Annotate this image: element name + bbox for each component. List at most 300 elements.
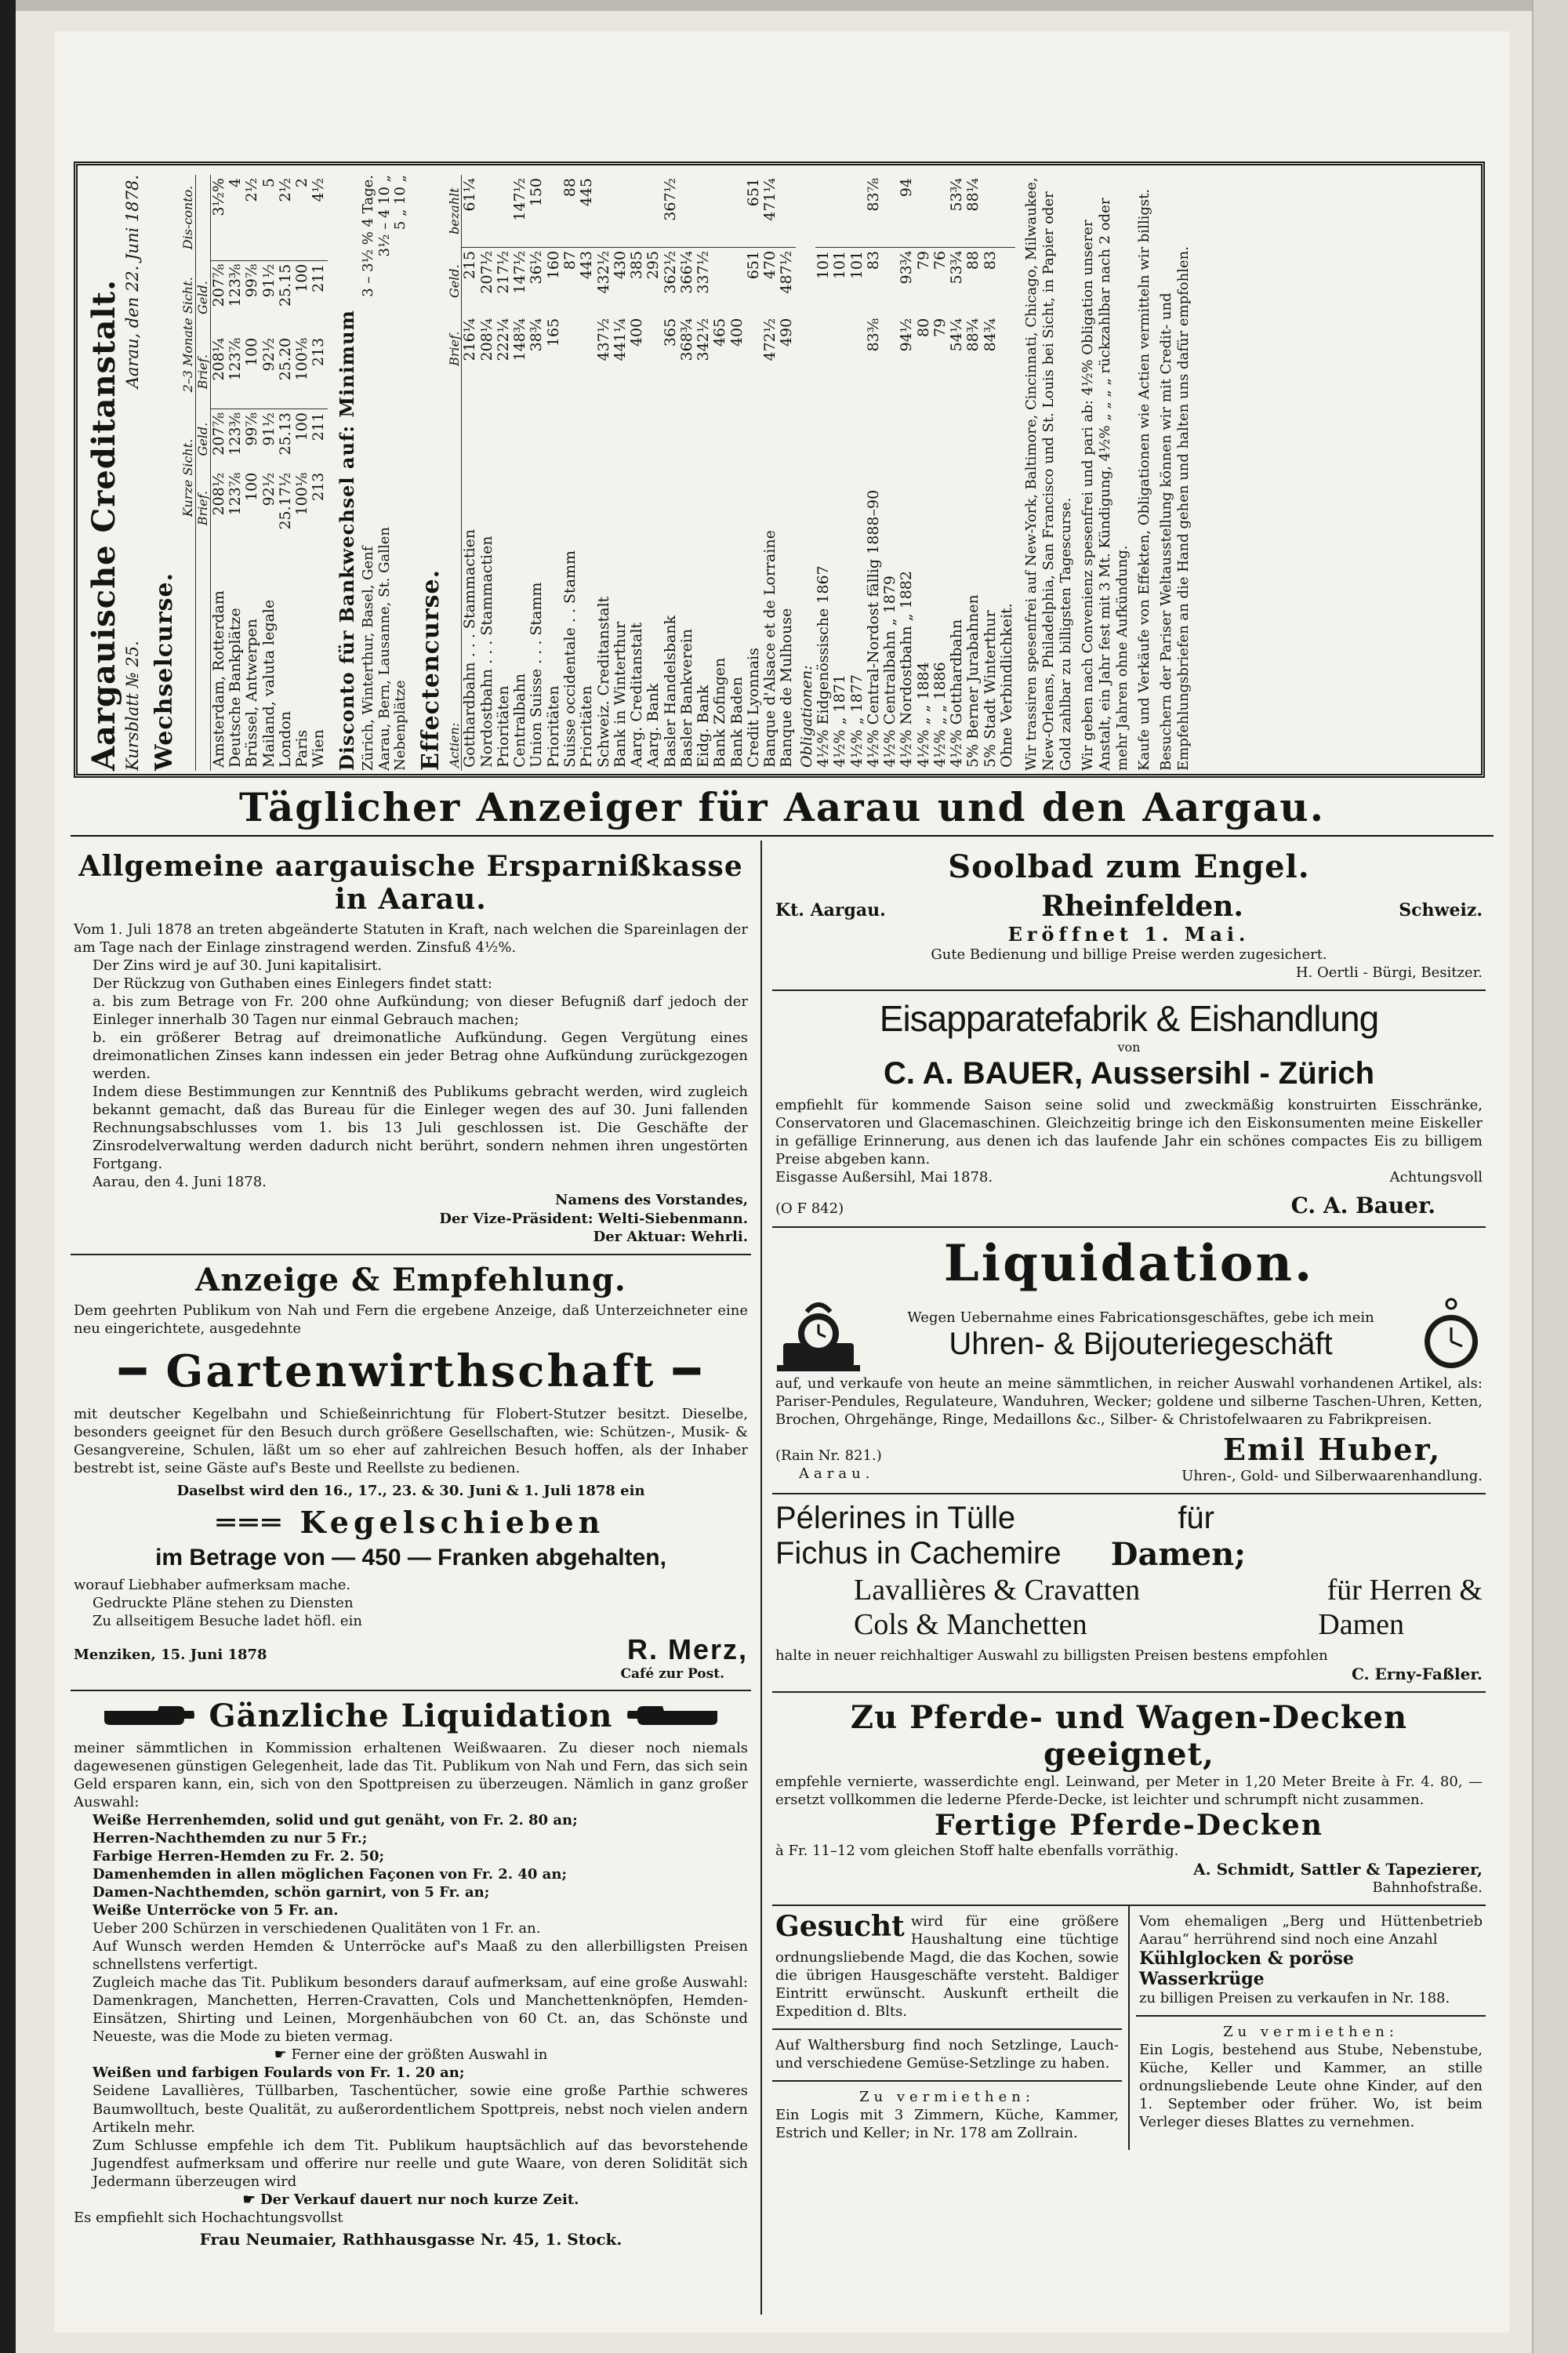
rates-notes xyxy=(1023,175,1192,771)
soolbad-kt: Kt. Aargau. xyxy=(775,900,886,921)
garten-betrag: im Betrage von — 450 — Franken abgehalten, xyxy=(155,1544,666,1570)
disconto-rate: 3 – 3½ % xyxy=(360,231,377,297)
wechsel-mon-geld: 207⅞ xyxy=(210,260,227,335)
oblig-row xyxy=(882,175,898,771)
oblig-row-brief xyxy=(849,315,866,383)
pelerines-text: halte in neuer reichhaltiger Auswahl zu billigsten Preisen bestens empfohlen xyxy=(775,1647,1328,1664)
wechsel-kurz-brief: 208½ xyxy=(209,472,227,516)
oblig-row-name: 5% Berner Jurabahnen xyxy=(964,594,982,768)
effecten-row-bezahlt xyxy=(612,175,629,247)
garten-sig-sub: Café zur Post. xyxy=(620,1665,724,1682)
effecten-row-geld: 217½ xyxy=(495,247,512,314)
vermieten-left-title: Zu vermiethen: xyxy=(859,2089,1035,2106)
effecten-row xyxy=(712,175,728,771)
effecten-row-name: Bank Baden xyxy=(728,676,746,768)
oblig-row-bezahlt xyxy=(982,175,999,247)
neumaier-line: Auf Wunsch werden Hemden & Unterröcke auf's Maaß zu den allerbilligsten Preisen schnellstens verfertigt. xyxy=(93,1938,748,1974)
effecten-row-name: Prioritäten xyxy=(494,685,512,768)
ersparnis-line: a. bis zum Betrage von Fr. 200 ohne Aufkündung; von dieser Befugniß darf jedoch der Einleger innerhalb 30 Tagen nur einmal Gebrauch machen; xyxy=(93,993,748,1029)
pelerines-l3a: Lavallières & Cravatten xyxy=(854,1573,1141,1607)
pelerines-line-4 xyxy=(775,1607,1483,1642)
oblig-row-geld: 88 xyxy=(965,247,982,314)
pferde-text: empfehle vernierte, wasserdichte engl. Leinwand, per Meter in 1,20 Meter Breite à Fr. 4. 80, — ersetzt vollkommen die lederne Pferde-Decke, ist leichter und schrumpft nicht zusammen. xyxy=(775,1773,1483,1808)
effecten-row xyxy=(645,175,662,771)
ad-eisfabrik xyxy=(772,991,1486,1228)
neumaier-line: Damen-Nachthemden, schön garnirt, von 5 Fr. an; xyxy=(93,1884,490,1901)
wechsel-row xyxy=(310,175,327,771)
rates-note: Wir trassiren spesenfrei auf New-York, Baltimore, Cincinnati, Chicago, Milwaukee, New-Orleans, Philadelphia, San Francisco und St. Louis bei Sicht, in Papier oder Gold zahlbar zu billigsten Tagescurse. xyxy=(1023,177,1075,771)
effecten-row-name: Prioritäten xyxy=(544,685,562,768)
effecten-row-bezahlt: 471¼ xyxy=(761,178,779,221)
wechsel-rows xyxy=(210,175,327,771)
disconto-row xyxy=(377,175,393,771)
effecten-row-name: Aarg. Creditanstalt xyxy=(628,622,646,768)
oblig-row xyxy=(932,175,949,771)
wechsel-kurz-brief: 123⅞ xyxy=(226,472,244,516)
garten-besuche: Zu allseitigem Besuche ladet höfl. ein xyxy=(93,1612,362,1629)
wechsel-place: Deutsche Bankplätze xyxy=(226,608,244,768)
effecten-row-geld: 443 xyxy=(579,247,595,314)
oblig-row-bezahlt: 88¼ xyxy=(964,178,982,212)
pelerines-line-2 xyxy=(775,1536,1246,1573)
wechsel-kurz-geld: 100 xyxy=(294,409,310,470)
eis-date-row xyxy=(775,1168,1483,1186)
huber-sig: Emil Huber, xyxy=(1223,1431,1442,1467)
oblig-row xyxy=(965,175,982,771)
effecten-row-brief xyxy=(562,315,579,383)
oblig-row-bezahlt xyxy=(849,175,866,247)
wechsel-col-kurze: Kurze Sicht. xyxy=(181,409,195,547)
disconto-place: Nebenplätze xyxy=(391,680,408,771)
pelerines-sig: C. Erny-Faßler. xyxy=(1352,1664,1483,1683)
exchange-rates-box xyxy=(74,162,1485,778)
effecten-row-geld: 215 xyxy=(462,247,479,314)
effecten-row-brief: 365 xyxy=(661,318,679,347)
effecten-row xyxy=(612,175,629,771)
effecten-row-bezahlt xyxy=(629,175,645,247)
effecten-row-brief: 472½ xyxy=(761,318,779,361)
effecten-row-name: Suisse occidentale . . Stamm xyxy=(561,550,579,768)
effecten-row xyxy=(762,175,779,771)
ersparnis-line: Der Zins wird je auf 30. Juni kapitalisirt. xyxy=(93,957,383,975)
wechsel-row xyxy=(278,175,294,771)
garten-plaene: Gedruckte Pläne stehen zu Diensten xyxy=(93,1594,354,1611)
neumaier-line: Farbige Herren-Hemden zu Fr. 2. 50; xyxy=(93,1848,385,1865)
oblig-row-geld: 101 xyxy=(849,247,866,314)
oblig-row-name: 4½% „ 1871 xyxy=(831,674,849,768)
small-ads-right xyxy=(1130,1906,1486,2150)
wechsel-kurz-geld: 207⅞ xyxy=(210,409,227,470)
column-divider xyxy=(760,841,762,2315)
oblig-row-name: 4½% Eidgenössische 1867 xyxy=(815,565,832,768)
gesucht-word: Gesucht xyxy=(775,1909,905,1943)
effecten-row-brief: 368¾ xyxy=(677,318,695,361)
effecten-row xyxy=(562,175,579,771)
wechsel-mon-brief: 92½ xyxy=(260,337,278,372)
huber-signature xyxy=(1181,1432,1483,1485)
ad-liquidation-neumaier xyxy=(71,1691,751,2257)
dash-right: ━ xyxy=(655,1345,702,1397)
effecten-row-geld: 385 xyxy=(629,247,645,314)
oblig-row-geld: 101 xyxy=(832,247,848,314)
kursblatt-number: Kursblatt № 25. xyxy=(122,641,142,771)
small-ads-grid xyxy=(772,1906,1486,2150)
disconto-rate: 5 „ xyxy=(391,209,408,231)
garten-signature-row xyxy=(74,1633,748,1666)
wechsel-place: Wien xyxy=(310,729,328,768)
effecten-col-geld: Geld. xyxy=(448,247,462,314)
pferde-headline: Fertige Pferde-Decken xyxy=(935,1808,1323,1842)
wechsel-disconto: 2 xyxy=(293,178,311,188)
effecten-row-brief xyxy=(645,315,662,383)
oblig-row-geld: 76 xyxy=(932,247,949,314)
effecten-row-name: Schweiz. Creditanstalt xyxy=(594,596,612,768)
effecten-row xyxy=(462,175,479,771)
ad-ersparniskasse xyxy=(71,847,751,1255)
effecten-row-bezahlt xyxy=(695,175,712,247)
eis-firm: C. A. BAUER, Aussersihl - Zürich xyxy=(883,1055,1374,1091)
oblig-row-bezahlt xyxy=(932,175,949,247)
dash-left: ━ xyxy=(119,1345,166,1397)
wechsel-table xyxy=(181,175,328,771)
oblig-row-brief: 54¼ xyxy=(948,318,966,352)
oblig-row xyxy=(849,175,866,771)
garten-title: Anzeige & Empfehlung. xyxy=(195,1261,626,1298)
effecten-row xyxy=(512,175,528,771)
effecten-row-brief: 342½ xyxy=(695,318,713,361)
eis-date: Eisgasse Außersihl, Mai 1878. xyxy=(775,1168,993,1186)
soolbad-title: Soolbad zum Engel. xyxy=(948,848,1310,885)
oblig-row-brief: 80 xyxy=(914,318,932,338)
soolbad-country: Schweiz. xyxy=(1399,900,1483,921)
wechsel-mon-geld: 91½ xyxy=(261,260,278,335)
wechsel-kurz-brief: 100⅛ xyxy=(293,472,311,516)
ersparnis-line: Der Rückzug von Guthaben eines Einlegers findet statt: xyxy=(93,975,492,993)
oblig-row-brief: 83⅜ xyxy=(864,318,882,352)
effecten-row xyxy=(679,175,695,771)
oblig-row-geld: 83 xyxy=(866,247,882,314)
effecten-row-brief xyxy=(579,315,595,383)
effecten-row-brief: 222¼ xyxy=(494,318,512,361)
effecten-row-geld xyxy=(729,247,746,314)
effecten-table xyxy=(448,175,1016,771)
neumaier-line xyxy=(74,2191,748,2209)
gesucht-block xyxy=(775,1909,1119,2021)
oblig-row-name: 4½% Central-Nordost fällig 1888–90 xyxy=(864,489,882,768)
effecten-row xyxy=(528,175,545,771)
oblig-row-geld: 101 xyxy=(815,247,832,314)
wechsel-disconto: 5 xyxy=(260,178,278,188)
oblig-row-brief xyxy=(882,315,898,383)
garten-dates: Daselbst wird den 16., 17., 23. & 30. Juni & 1. Juli 1878 ein xyxy=(176,1482,645,1499)
effecten-row-bezahlt: 651 xyxy=(744,178,762,207)
garten-intro: Dem geehrten Publikum von Nah und Fern die ergebene Anzeige, daß Unterzeichneter eine neu eingerichtete, ausgedehnte xyxy=(74,1302,748,1337)
pelerines-l2a: Fichus in Cachemire xyxy=(775,1535,1062,1570)
ad-pelerines xyxy=(772,1494,1486,1693)
wechsel-disconto: 2½ xyxy=(243,178,261,202)
oblig-row xyxy=(832,175,848,771)
effecten-row-name: Basler Bankverein xyxy=(677,628,695,768)
wechsel-subhead-empty xyxy=(195,546,210,771)
effecten-row-name: Nordostbahn . . . Stammactien xyxy=(477,536,495,768)
wechsel-kurz-brief: 92½ xyxy=(260,472,278,507)
wechsel-mon-geld: 211 xyxy=(310,260,327,335)
rates-note: Besuchern der Pariser Weltausstellung können wir mit Credit- und Empfehlungsbriefen an die Hand gehen und halten uns dafür empfohlen. xyxy=(1157,246,1192,771)
neumaier-line: Ueber 200 Schürzen in verschiedenen Qualitäten von 1 Fr. an. xyxy=(93,1920,541,1937)
oblig-row-bezahlt xyxy=(882,175,898,247)
oblig-row-name: 4½% „ „ 1886 xyxy=(931,662,949,768)
oblig-row xyxy=(898,175,915,771)
huber-title: Liquidation. xyxy=(943,1233,1315,1293)
disconto-min: 4 Tage. xyxy=(360,175,377,227)
masthead: Täglicher Anzeiger für Aarau und den Aargau. xyxy=(71,784,1494,837)
effecten-row-brief: 148¾ xyxy=(511,318,529,361)
effecten-row-geld: 36½ xyxy=(528,247,545,314)
effecten-row-geld: 147½ xyxy=(512,247,528,314)
soolbad-town: Rheinfelden. xyxy=(1041,890,1243,923)
wechsel-row xyxy=(244,175,260,771)
kuehl-headline: Kühlglocken & poröse Wasserkrüge xyxy=(1139,1948,1354,1990)
pferde-sub: à Fr. 11–12 vom gleichen Stoff halte ebenfalls vorräthig. xyxy=(775,1842,1179,1859)
effecten-rows xyxy=(462,175,796,771)
wechsel-sub-brief-2: Brief. xyxy=(195,335,210,409)
effecten-row-name: Centralbahn xyxy=(511,673,529,768)
disconto-row xyxy=(361,175,376,771)
oblig-row-geld: 83 xyxy=(982,247,999,314)
garten-kegel xyxy=(74,1505,748,1540)
effecten-col-brief: Brief. xyxy=(448,315,462,383)
wechsel-row xyxy=(210,175,227,771)
oblig-row-brief xyxy=(832,315,848,383)
scan-edge-left xyxy=(0,0,16,2353)
effecten-row xyxy=(629,175,645,771)
effecten-row-geld: 470 xyxy=(762,247,779,314)
effecten-row-bezahlt: 445 xyxy=(578,178,596,207)
effecten-row-brief: 38¾ xyxy=(528,318,546,352)
huber-place: Aarau. xyxy=(799,1465,875,1482)
oblig-row-bezahlt xyxy=(815,175,832,247)
effecten-row-name: Prioritäten xyxy=(578,685,596,768)
wechsel-disconto: 3½% xyxy=(209,178,227,216)
huber-intro: Wegen Uebernahme eines Fabricationsgeschäftes, gebe ich mein xyxy=(907,1309,1374,1326)
oblig-row-bezahlt: 53¾ xyxy=(948,178,966,212)
ersparnis-body xyxy=(74,921,748,1246)
effecten-row-geld: 430 xyxy=(612,247,629,314)
neumaier-line: Weiße Unterröcke von 5 Fr. an. xyxy=(93,1902,339,1919)
disconto-values xyxy=(377,175,393,256)
effecten-row-geld: 160 xyxy=(546,247,562,314)
effecten-row-name: Bank Zofingen xyxy=(711,657,729,768)
effecten-row-brief: 400 xyxy=(628,318,646,347)
oblig-row-bezahlt xyxy=(916,175,932,247)
neumaier-line xyxy=(74,2046,748,2064)
effecten-row-name: Union Suisse . . . Stamm xyxy=(528,582,546,768)
garten-place-date: Menziken, 15. Juni 1878 xyxy=(74,1646,267,1663)
pointing-hand-icon: ☛ xyxy=(274,2046,292,2064)
pferde-sig: A. Schmidt, Sattler & Tapezierer, xyxy=(1193,1859,1483,1879)
oblig-row-geld: 79 xyxy=(916,247,932,314)
effecten-row xyxy=(729,175,746,771)
wechsel-kurz-geld: 211 xyxy=(310,409,327,470)
ersparnis-vize: Der Vize-Präsident: Welti-Siebenmann. xyxy=(439,1210,748,1227)
neumaier-title: Gänzliche Liquidation xyxy=(209,1697,613,1734)
oblig-row-bezahlt: 94 xyxy=(898,178,916,198)
eis-text: empfiehlt für kommende Saison seine solid und zweckmäßig konstruirten Eisschränke, Conservatoren und Glacemaschinen. Gleichzeitig bringe ich den Eiskonsumenten meine Eiskeller in gefällige Erinnerung, aus denen ich das laufende Jahr ein schönes compactes Eis zu billigem Preise abgeben kann. xyxy=(775,1096,1483,1167)
effecten-row-geld: 337½ xyxy=(695,247,712,314)
ersparnis-title: Allgemeine aargauische Ersparnißkasse in Aarau. xyxy=(78,850,743,916)
effecten-row-bezahlt xyxy=(495,175,512,247)
effecten-row-brief: 165 xyxy=(544,318,562,347)
vermieten-right-title: Zu vermiethen: xyxy=(1223,2024,1399,2041)
pelerines-l1a: Pélerines in Tülle xyxy=(775,1500,1016,1535)
gesucht-text: wird für eine größere Haushaltung eine tüchtige ordnungsliebende Magd, die das Kochen, sowie die übrigen Hausgeschäfte versteht. Baldiger Eintritt erwünscht. Auskunft ertheilt die Expedition d. Blts. xyxy=(775,1912,1119,2021)
eis-sig: C. A. Bauer. xyxy=(1290,1192,1436,1218)
newspaper-page xyxy=(55,31,1509,2333)
ersparnis-namens: Namens des Vorstandes, xyxy=(555,1192,748,1209)
effecten-row-bezahlt: 88 xyxy=(561,178,579,198)
wechsel-place: Paris xyxy=(293,729,311,768)
neumaier-line: Es empfiehlt sich Hochachtungsvollst xyxy=(74,2209,343,2226)
effecten-row-bezahlt: 150 xyxy=(528,178,546,207)
eis-achtung: Achtungsvoll xyxy=(1389,1168,1483,1186)
huber-text: auf, und verkaufe von heute an meine sämmtlichen, in reicher Auswahl vorhandenen Artikel, als: Pariser-Pendules, Regulateure, Wanduhren, Wecker; goldene und silberne Taschen-Uhren, Ketten, Brochen, Ohrgehänge, Ringe, Medaillons &c., Silber- & Christofelwaaren zu Fabrikpreisen. xyxy=(775,1374,1483,1428)
wechsel-place: Amsterdam, Rotterdam xyxy=(209,590,227,768)
kuehl-text2: zu billigen Preisen zu verkaufen in Nr. 188. xyxy=(1139,1990,1450,2007)
neumaier-title-row xyxy=(74,1698,748,1734)
ad-pferdedecken xyxy=(772,1693,1486,1906)
neumaier-sig: Frau Neumaier, Rathhausgasse Nr. 45, 1. Stock. xyxy=(199,2229,622,2249)
effecten-row-bezahlt: 147½ xyxy=(511,178,529,221)
wechsel-mon-brief: 100 xyxy=(243,337,261,367)
ad-kuehlglocken xyxy=(1136,1906,1486,2017)
wechsel-row xyxy=(227,175,244,771)
wechsel-kurz-brief: 25.17½ xyxy=(276,472,294,530)
huber-code: (Rain Nr. 821.) xyxy=(775,1447,882,1464)
rates-note: Wir geben nach Convenienz spesenfrei und pari ab: 4½% Obligation unserer Anstalt, ein Jahr fest mit 3 Mt. Kündigung, 4½% „ „ „ „ rückzahlbar nach 2 oder mehr Jahren ohne Aufkündung. xyxy=(1080,198,1131,771)
wechsel-place: London xyxy=(276,710,294,768)
wechsel-mon-geld: 100 xyxy=(294,260,310,335)
effecten-row xyxy=(479,175,495,771)
pelerines-l4b: Damen xyxy=(1318,1607,1404,1641)
oblig-row xyxy=(999,175,1015,771)
wechsel-mon-geld: 25.15 xyxy=(278,260,294,335)
effecten-row-brief xyxy=(746,315,762,383)
soolbad-place-row xyxy=(775,890,1483,923)
mantel-clock-icon xyxy=(775,1296,862,1374)
effecten-row-geld: 366¼ xyxy=(679,247,695,314)
kuehl-text1: Vom ehemaligen „Berg und Hüttenbetrieb Aarau“ herrührend sind noch eine Anzahl xyxy=(1139,1912,1483,1948)
rates-dateline: Aarau, den 22. Juni 1878. xyxy=(122,175,142,389)
disconto-place: Zürich, Winterthur, Basel, Genf xyxy=(360,546,377,771)
effecten-row-brief: 400 xyxy=(728,318,746,347)
effecten-heading: Effectencurse. xyxy=(416,568,445,771)
oblig-row-bezahlt xyxy=(832,175,848,247)
wechsel-col-place xyxy=(181,546,195,771)
effecten-row-name: Banque d'Alsace et de Lorraine xyxy=(761,530,779,768)
oblig-row-geld xyxy=(999,247,1015,314)
pelerines-l4a: Cols & Manchetten xyxy=(854,1607,1087,1641)
wechsel-sub-geld-2: Geld. xyxy=(195,260,210,335)
ersparnis-date: Aarau, den 4. Juni 1878. xyxy=(93,1174,267,1191)
effecten-row-geld xyxy=(712,247,728,314)
oblig-row xyxy=(866,175,882,771)
effecten-row xyxy=(695,175,712,771)
oblig-row xyxy=(916,175,932,771)
soolbad-sig: H. Oertli - Bürgi, Besitzer. xyxy=(1295,964,1483,982)
oblig-row-name: 5% Stadt Winterthur xyxy=(981,610,999,768)
ersparnis-line: Indem diese Bestimmungen zur Kenntniß des Publikums gebracht werden, wird zugleich bekannt gemacht, daß das Bureau für die Einleger wegen des auf 30. Juni fallenden Rechnungsabschlusses vom 1. bis 13 Juli geschlossen ist. Die Geschäfte der Zinsrodelverwaltung werden dadurch nicht berührt, sondern nehmen ihren ungestörten Fortgang. xyxy=(93,1084,748,1173)
effecten-row-name: Credit Lyonnais xyxy=(744,648,762,768)
effecten-row-bezahlt xyxy=(596,175,612,247)
wechsel-mon-geld: 123⅜ xyxy=(227,260,244,335)
oblig-label: Obligationen: xyxy=(797,665,815,768)
oblig-row-geld: 93¾ xyxy=(898,247,915,314)
oblig-rows xyxy=(815,175,1015,771)
neumaier-ferner: Ferner eine der größten Auswahl in xyxy=(291,2046,548,2064)
effecten-row xyxy=(596,175,612,771)
ad-liquidation-huber xyxy=(772,1228,1486,1494)
effecten-col-bezahlt: bezahlt xyxy=(448,175,462,247)
disconto-min: 10 „ xyxy=(391,175,408,205)
neumaier-line: Zum Schlusse empfehle ich dem Tit. Publikum hauptsächlich auf das bevorstehende Jugendfest aufmerksam und offerire nur reelle und gute Waare, von deren Solidität sich Jedermann überzeugen wird xyxy=(93,2137,748,2190)
neumaier-verkauf: Der Verkauf dauert nur noch kurze Zeit. xyxy=(260,2191,579,2208)
effecten-row-geld: 362½ xyxy=(662,247,679,314)
oblig-row-bezahlt xyxy=(999,175,1015,247)
wechsel-row xyxy=(261,175,278,771)
effecten-row xyxy=(495,175,512,771)
oblig-row-brief: 88¾ xyxy=(964,318,982,352)
effecten-row xyxy=(746,175,762,771)
effecten-row-name: Bank in Winterthur xyxy=(611,621,629,768)
wechsel-kurz-geld: 25.13 xyxy=(278,409,294,470)
small-ads-left xyxy=(772,1906,1128,2150)
oblig-row-name: 4½% Centralbahn „ 1879 xyxy=(881,576,899,768)
garten-headline xyxy=(74,1345,748,1397)
huber-left-info xyxy=(775,1447,882,1483)
wechsel-mon-brief: 25.20 xyxy=(276,337,294,381)
eis-code: (O F 842) xyxy=(775,1200,844,1217)
effecten-row-brief: 216¼ xyxy=(461,318,479,361)
huber-headline: Uhren- & Bijouteriegeschäft xyxy=(949,1326,1333,1361)
wechsel-mon-geld: 99⅞ xyxy=(244,260,260,335)
wechsel-col-disc: Dis-conto. xyxy=(181,175,195,260)
oblig-row-name: 4½% „ „ 1884 xyxy=(914,662,932,768)
wechsel-subhead-empty-2 xyxy=(195,175,210,260)
oblig-row-bezahlt: 83⅞ xyxy=(864,178,882,212)
wechsel-kurz-brief: 213 xyxy=(310,472,328,501)
effecten-row xyxy=(779,175,795,771)
neumaier-line: meiner sämmtlichen in Kommission erhaltenen Weißwaaren. Zu dieser noch niemals dagewesenen günstigen Gelegenheit, lade das Tit. Publikum von Nah und Fern, das sich sein Geld ersparen kann, ein, sich von den Spottpreisen zu überzeugen. Nämlich in ganz großer Auswahl: xyxy=(74,1739,748,1810)
pocket-watch-icon xyxy=(1420,1296,1483,1374)
effecten-row-name: Eidg. Bank xyxy=(695,684,713,768)
rates-subheader xyxy=(124,175,143,771)
wechsel-disconto: 4½ xyxy=(310,178,328,202)
pointing-hand-icon: ☛ xyxy=(242,2191,260,2208)
wechsel-place: Brüssel, Antwerpen xyxy=(243,618,261,768)
effecten-row-bezahlt xyxy=(779,175,795,247)
effecten-row-name: Banque de Mulhouse xyxy=(778,608,796,768)
garten-headline-text: Gartenwirthschaft xyxy=(165,1345,656,1397)
pelerines-line-3 xyxy=(775,1573,1483,1607)
ad-vermieten-right xyxy=(1136,2017,1486,2139)
pferde-sig-sub: Bahnhofstraße. xyxy=(1372,1879,1483,1896)
effecten-row-bezahlt xyxy=(645,175,662,247)
oblig-row-name: 4½% Nordostbahn „ 1882 xyxy=(898,571,916,768)
effecten-row-bezahlt xyxy=(479,175,495,247)
neumaier-line: Seidene Lavallières, Tüllbarben, Taschentücher, sowie eine große Parthie schweres Baumwolltuch, beste Qualität, zu außerordentlichem Spottpreis, nebst noch vielen andern Artikeln mehr. xyxy=(93,2082,748,2136)
disconto-values xyxy=(361,175,376,297)
oblig-row-brief xyxy=(999,315,1015,383)
